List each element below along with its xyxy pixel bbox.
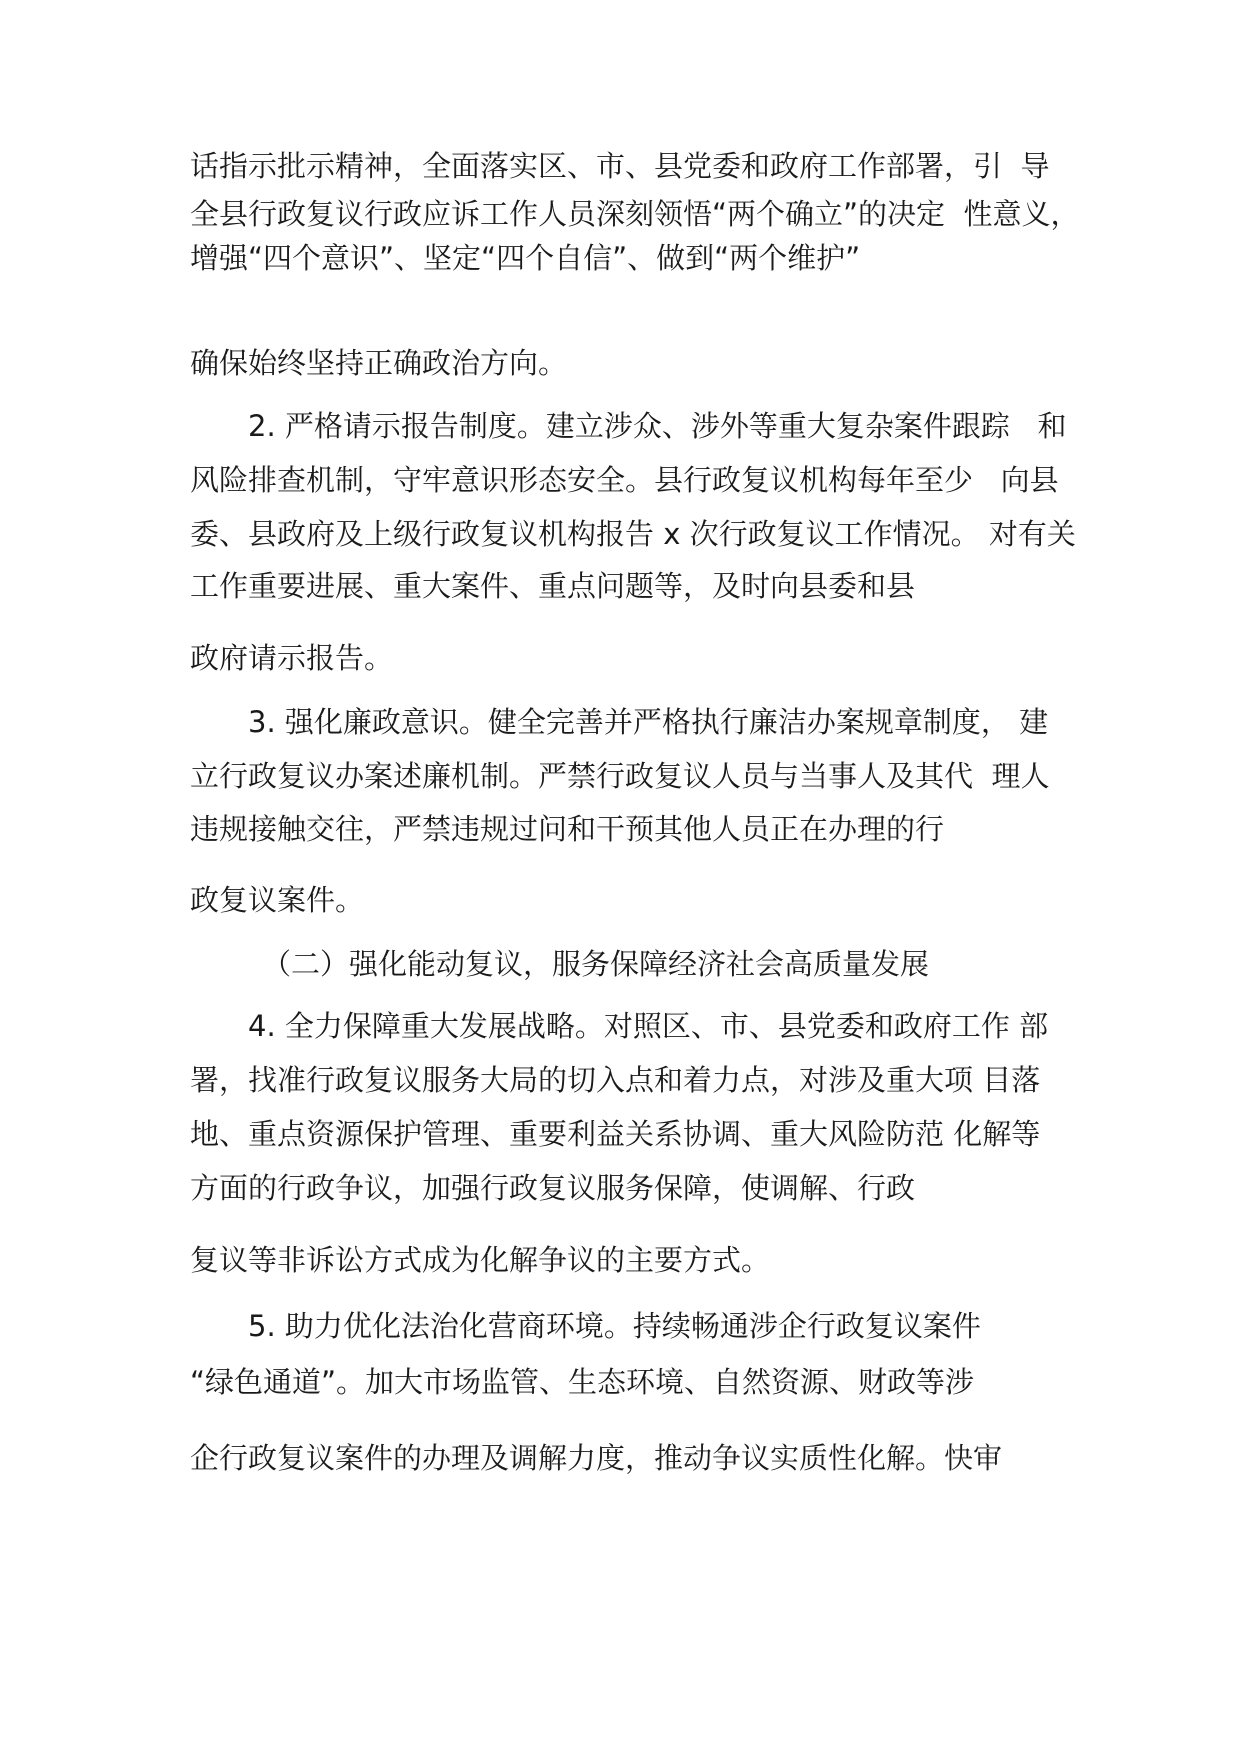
- text-line: 工作重要进展、重大案件、重点问题等，及时向县委和县: [190, 569, 916, 603]
- text-line: 署，找准行政复议服务大局的切入点和着力点，对涉及重大项 目落: [190, 1063, 1041, 1097]
- text-line: 企行政复议案件的办理及调解力度，推动争议实质性化解。快审: [190, 1441, 1003, 1475]
- paragraph-3-start: 3. 强化廉政意识。健全完善并严格执行廉洁办案规章制度， 建: [248, 705, 1049, 739]
- text-line: 违规接触交往，严禁违规过问和干预其他人员正在办理的行: [190, 812, 945, 846]
- text-line: 确保始终坚持正确政治方向。: [190, 346, 568, 380]
- paragraph-2-start: 2. 严格请示报告制度。建立涉众、涉外等重大复杂案件跟踪 和: [248, 409, 1067, 443]
- text-line: 风险排查机制，守牢意识形态安全。县行政复议机构每年至少 向县: [190, 463, 1059, 497]
- text-line: 政复议案件。: [190, 883, 365, 917]
- section-heading: （二）强化能动复议，服务保障经济社会高质量发展: [262, 947, 930, 981]
- text-line: 立行政复议办案述廉机制。严禁行政复议人员与当事人及其代 理人: [190, 759, 1050, 793]
- text-line: 全县行政复议行政应诉工作人员深刻领悟“两个确立”的决定 性意义，: [190, 197, 1080, 231]
- text-line: 委、县政府及上级行政复议机构报告 x 次行政复议工作情况。 对有关: [190, 517, 1076, 551]
- paragraph-5-start: 5. 助力优化法治化营商环境。持续畅通涉企行政复议案件: [248, 1309, 981, 1343]
- text-line: “绿色通道”。加大市场监管、生态环境、自然资源、财政等涉: [190, 1365, 975, 1399]
- paragraph-4-start: 4. 全力保障重大发展战略。对照区、市、县党委和政府工作 部: [248, 1009, 1049, 1043]
- text-line: 方面的行政争议，加强行政复议服务保障，使调解、行政: [190, 1171, 916, 1205]
- text-line: 复议等非诉讼方式成为化解争议的主要方式。: [190, 1243, 771, 1277]
- text-line: 增强“四个意识”、坚定“四个自信”、做到“两个维护”: [190, 241, 861, 275]
- text-line: 话指示批示精神，全面落实区、市、县党委和政府工作部署，引 导: [190, 149, 1050, 183]
- text-line: 政府请示报告。: [190, 641, 394, 675]
- text-line: 地、重点资源保护管理、重要利益关系协调、重大风险防范 化解等: [190, 1117, 1041, 1151]
